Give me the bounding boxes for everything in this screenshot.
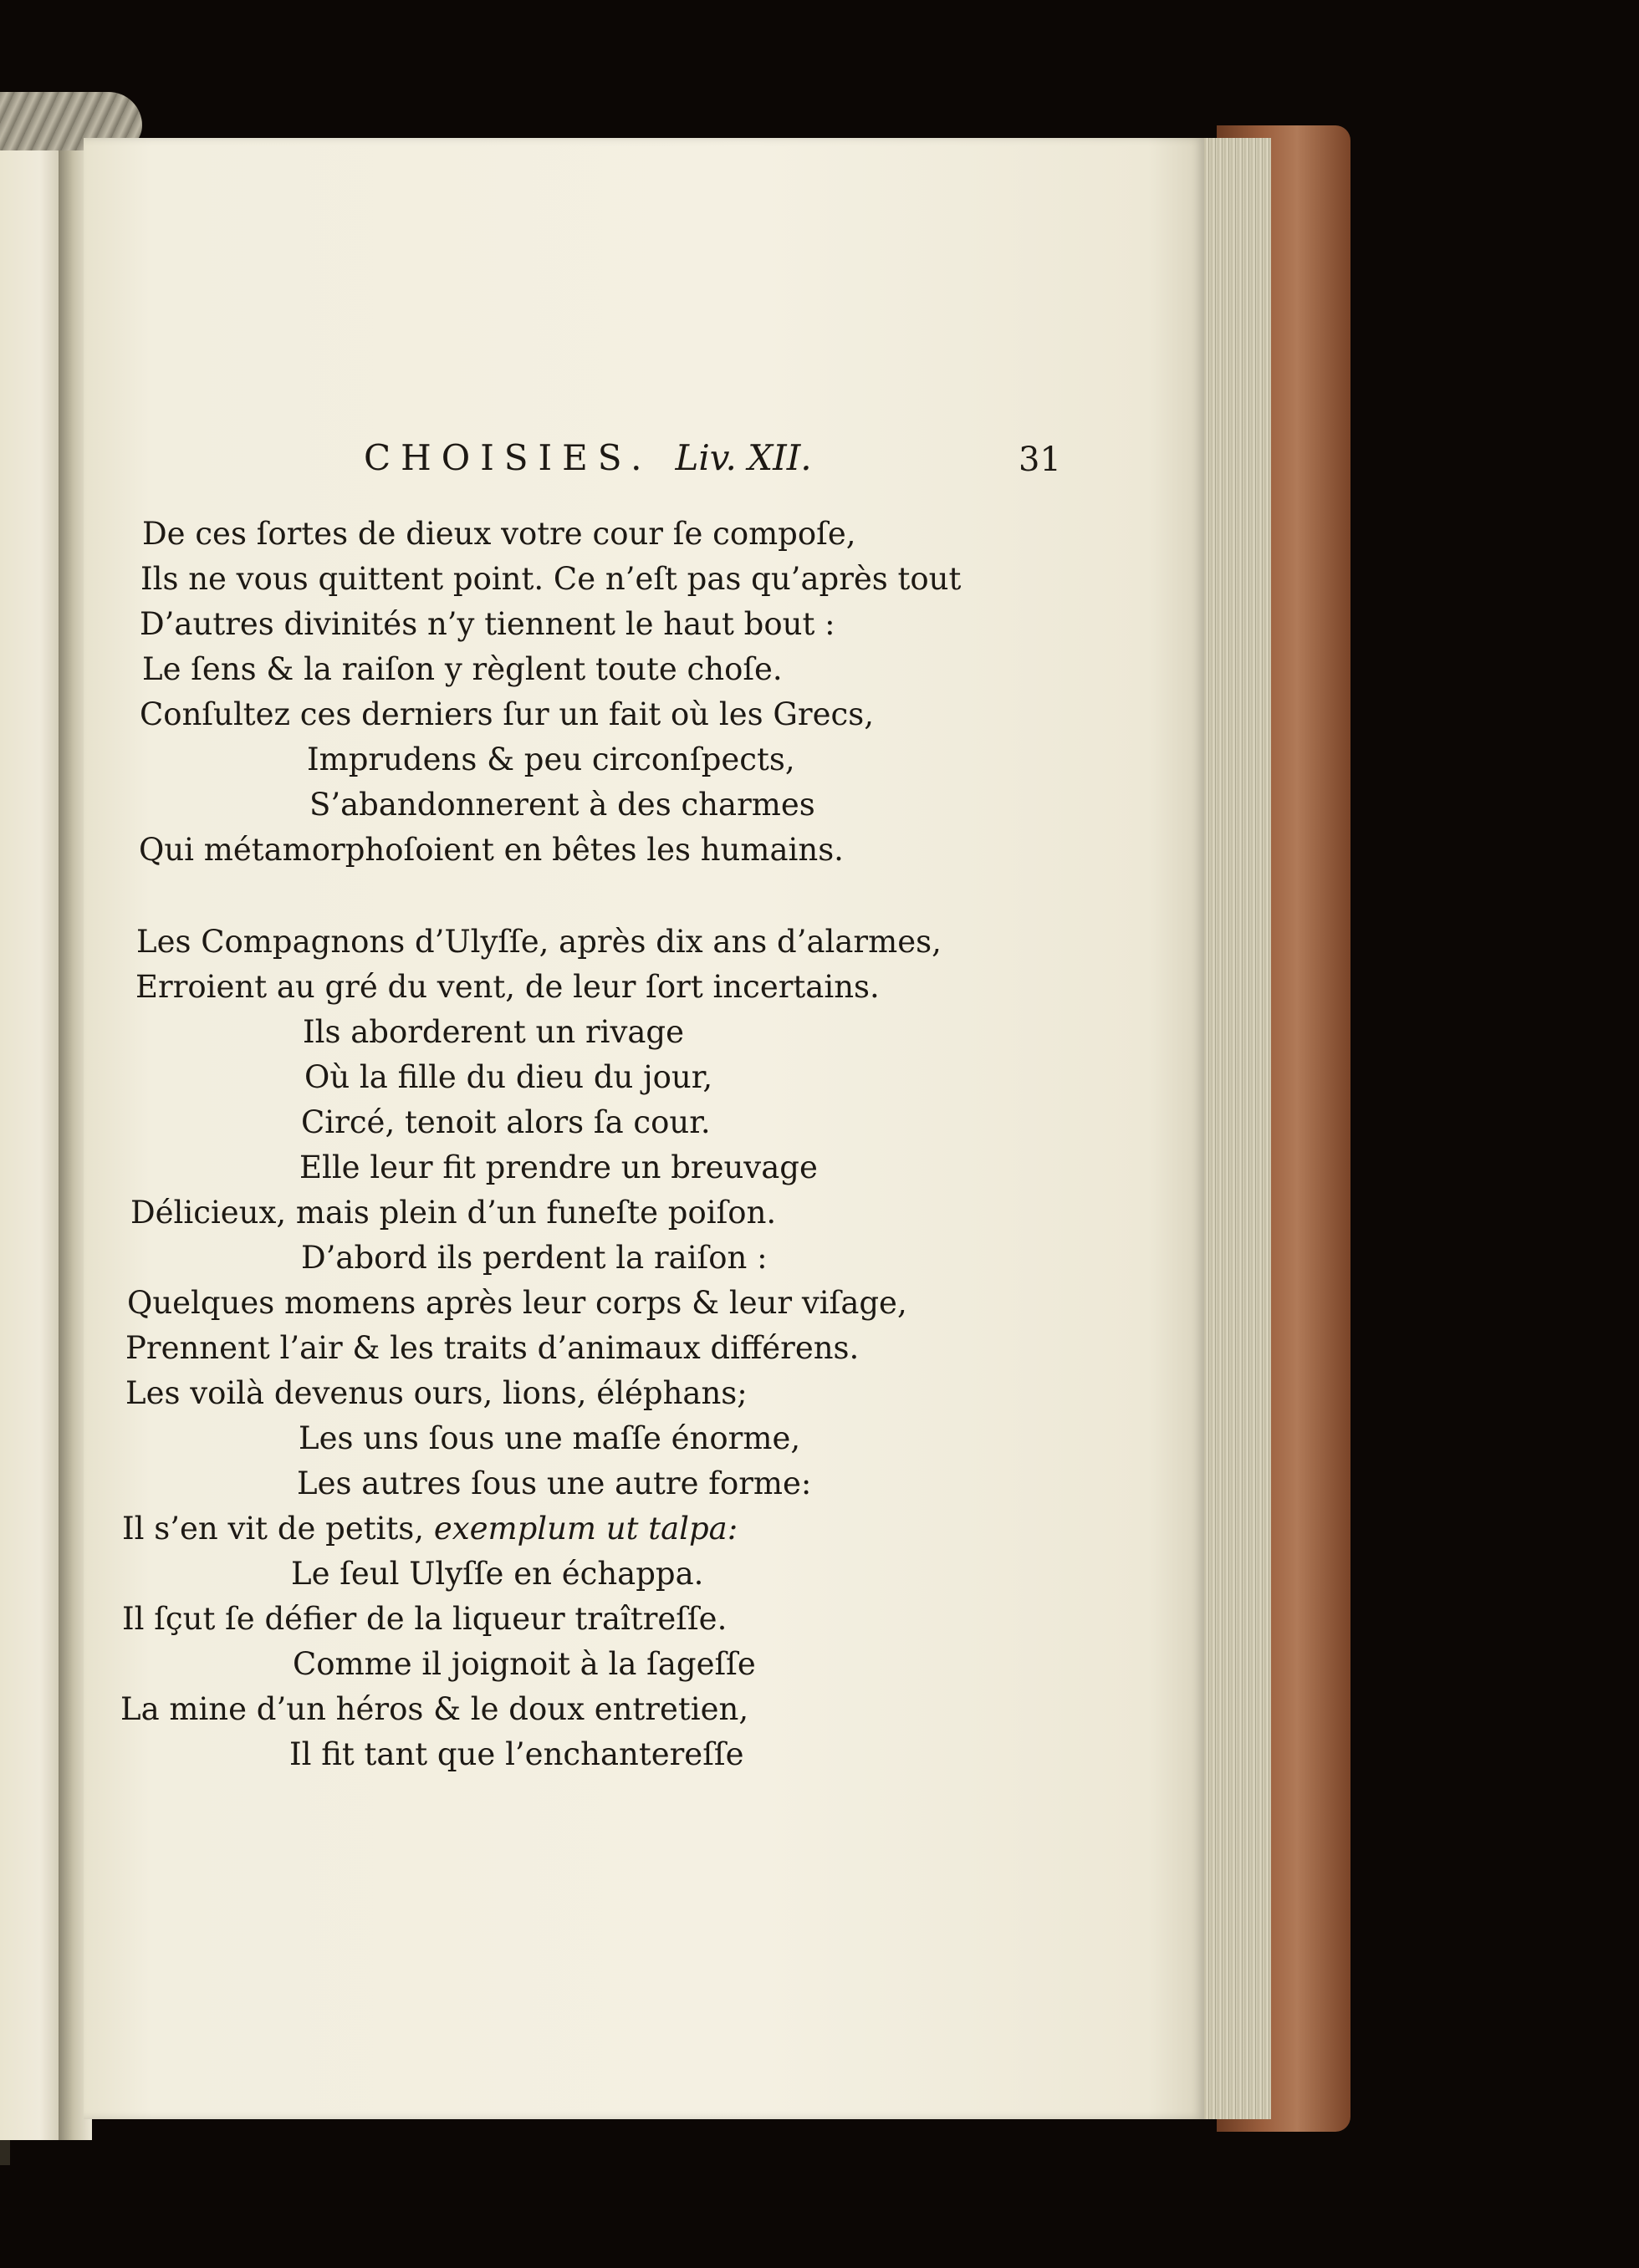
verse-line: Quelques momens après leur corps & leur viſage, bbox=[127, 1285, 907, 1321]
verse-line: Comme il joignoit à la ſageſſe bbox=[293, 1646, 756, 1682]
verse-line: Elle leur fit prendre un breuvage bbox=[299, 1149, 818, 1185]
verse-line: Imprudens & peu circonſpects, bbox=[307, 742, 795, 777]
verse-line: La mine d’un héros & le doux entretien, bbox=[120, 1691, 749, 1727]
verse-line: Les Compagnons d’Ulyſſe, après dix ans d’alarmes, bbox=[136, 924, 942, 960]
verse-line: Conſultez ces derniers ſur un fait où les Grecs, bbox=[140, 696, 874, 732]
verse-line: D’abord ils perdent la raiſon : bbox=[301, 1240, 768, 1276]
verse-line: Délicieux, mais plein d’un funeſte poiſon. bbox=[130, 1195, 777, 1231]
verse-line: Circé, tenoit alors ſa cour. bbox=[301, 1104, 711, 1140]
verse-line: Il fit tant que l’enchantereſſe bbox=[289, 1736, 744, 1772]
page-fore-edge bbox=[1196, 138, 1271, 2119]
verse-line-latin bbox=[122, 1511, 738, 1547]
running-head bbox=[364, 437, 812, 478]
running-head-title: CHOISIES. bbox=[364, 437, 652, 478]
verse-line: Ils aborderent un rivage bbox=[303, 1014, 685, 1050]
verse-line: Ils ne vous quittent point. Ce n’eſt pas qu’après tout bbox=[140, 561, 962, 597]
latin-quotation: exemplum ut talpa: bbox=[433, 1511, 738, 1547]
verse-line: De ces ſortes de dieux votre cour ſe compoſe, bbox=[142, 516, 856, 552]
verse-line: Les uns ſous une maſſe énorme, bbox=[299, 1420, 801, 1456]
verse-line: Qui métamorphoſoient en bêtes les humains. bbox=[139, 832, 844, 868]
printed-page bbox=[84, 138, 1204, 2119]
verse-line: Le ſeul Ulyſſe en échappa. bbox=[291, 1556, 704, 1592]
running-head-book: Liv. XII. bbox=[675, 437, 812, 478]
verse-line: Prennent l’air & les traits d’animaux différens. bbox=[125, 1330, 860, 1366]
verse-line: D’autres divinités n’y tiennent le haut bout : bbox=[140, 606, 835, 642]
verse-line: Le ſens & la raiſon y règlent toute choſe. bbox=[142, 651, 783, 687]
page-number: 31 bbox=[1019, 441, 1061, 479]
left-page bbox=[0, 134, 67, 2140]
verse-line: S’abandonnerent à des charmes bbox=[309, 787, 815, 823]
latin-line-prefix: Il s’en vit de petits, bbox=[122, 1511, 425, 1547]
verse-line: Les autres ſous une autre forme: bbox=[297, 1465, 812, 1501]
verse-line: Où la fille du dieu du jour, bbox=[304, 1059, 713, 1095]
verse-line: Il ſçut ſe défier de la liqueur traîtreſſe. bbox=[122, 1601, 728, 1637]
verse-line: Les voilà devenus ours, lions, éléphans; bbox=[125, 1375, 748, 1411]
verse-line: Erroient au gré du vent, de leur ſort incertains. bbox=[135, 969, 880, 1005]
